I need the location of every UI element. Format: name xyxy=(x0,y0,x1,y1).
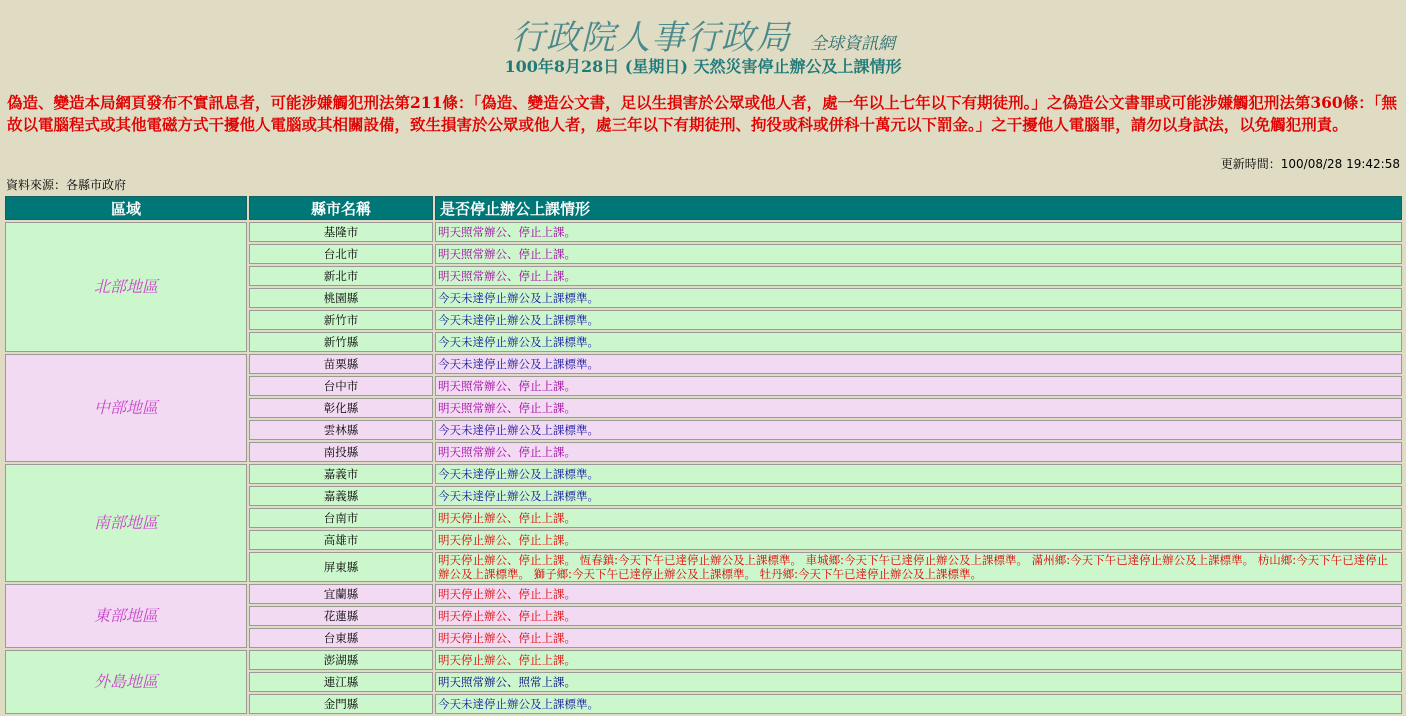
status-cell: 明天停止辦公、停止上課。 xyxy=(435,584,1402,604)
table-row xyxy=(5,650,1402,670)
status-cell: 今天未達停止辦公及上課標準。 xyxy=(435,464,1402,484)
legal-warning: 偽造、變造本局網頁發布不實訊息者，可能涉嫌觸犯刑法第211條：「偽造、變造公文書，足以生損害於公眾或他人者，處一年以上七年以下有期徒刑。」之偽造公文書罪或可能涉嫌觸犯刑法第360條：「無故以電腦程式或其他電磁方式干擾他人電腦或其相關設備，致生損害於公眾或他人者，處三年以下有期徒刑、拘役或科或併科十萬元以下罰金。」之干擾他人電腦罪，請勿以身試法，以免觸犯刑責。 xyxy=(7,93,1397,134)
county-cell: 台中市 xyxy=(249,376,433,396)
status-cell: 明天照常辦公、停止上課。 xyxy=(435,244,1402,264)
table-body xyxy=(5,222,1402,714)
county-cell: 新北市 xyxy=(249,266,433,286)
county-cell: 嘉義縣 xyxy=(249,486,433,506)
county-cell: 澎湖縣 xyxy=(249,650,433,670)
county-cell: 雲林縣 xyxy=(249,420,433,440)
status-cell: 今天未達停止辦公及上課標準。 xyxy=(435,354,1402,374)
table-row xyxy=(5,222,1402,242)
status-cell: 今天未達停止辦公及上課標準。 xyxy=(435,310,1402,330)
status-cell: 今天未達停止辦公及上課標準。 xyxy=(435,694,1402,714)
county-cell: 彰化縣 xyxy=(249,398,433,418)
header-county: 縣市名稱 xyxy=(249,196,433,220)
status-cell: 明天照常辦公、停止上課。 xyxy=(435,442,1402,462)
table-row xyxy=(5,464,1402,484)
header-region: 區域 xyxy=(5,196,247,220)
update-time: 更新時間：100/08/28 19:42:58 xyxy=(1220,157,1400,171)
status-cell: 明天照常辦公、停止上課。 xyxy=(435,398,1402,418)
status-cell: 今天未達停止辦公及上課標準。 xyxy=(435,486,1402,506)
status-cell: 明天停止辦公、停止上課。 xyxy=(435,606,1402,626)
page-subtitle: 100年8月28日 (星期日) 天然災害停止辦公及上課情形 xyxy=(504,57,902,76)
status-cell: 明天停止辦公、停止上課。 xyxy=(435,530,1402,550)
status-cell: 今天未達停止辦公及上課標準。 xyxy=(435,288,1402,308)
status-cell: 明天照常辦公、停止上課。 xyxy=(435,376,1402,396)
region-cell: 南部地區 xyxy=(5,464,247,582)
status-table xyxy=(3,194,1404,716)
page-header xyxy=(0,10,1406,59)
status-cell: 今天未達停止辦公及上課標準。 xyxy=(435,332,1402,352)
county-cell: 南投縣 xyxy=(249,442,433,462)
page-title: 行政院人事行政局 xyxy=(510,18,791,58)
region-cell: 東部地區 xyxy=(5,584,247,648)
county-cell: 花蓮縣 xyxy=(249,606,433,626)
county-cell: 金門縣 xyxy=(249,694,433,714)
status-cell: 明天停止辦公、停止上課。 恆春鎮:今天下午已達停止辦公及上課標準。 車城鄉:今天下午已達停止辦公及上課標準。 滿州鄉:今天下午已達停止辦公及上課標準。 枋山鄉:今天下午已達停止辦公及上課標準。 獅子鄉:今天下午已達停止辦公及上課標準。 牡丹鄉:今天下午已達停止辦公及上課標準。 xyxy=(435,552,1402,582)
header-status: 是否停止辦公上課情形 xyxy=(435,196,1402,220)
status-cell: 明天停止辦公、停止上課。 xyxy=(435,628,1402,648)
status-cell: 今天未達停止辦公及上課標準。 xyxy=(435,420,1402,440)
region-cell: 北部地區 xyxy=(5,222,247,352)
table-row xyxy=(5,354,1402,374)
county-cell: 高雄市 xyxy=(249,530,433,550)
status-cell: 明天照常辦公、照常上課。 xyxy=(435,672,1402,692)
status-cell: 明天停止辦公、停止上課。 xyxy=(435,508,1402,528)
region-cell: 中部地區 xyxy=(5,354,247,462)
county-cell: 連江縣 xyxy=(249,672,433,692)
county-cell: 屏東縣 xyxy=(249,552,433,582)
site-label: 全球資訊網 xyxy=(810,34,896,54)
county-cell: 苗栗縣 xyxy=(249,354,433,374)
county-cell: 新竹縣 xyxy=(249,332,433,352)
county-cell: 台東縣 xyxy=(249,628,433,648)
region-cell: 外島地區 xyxy=(5,650,247,714)
county-cell: 嘉義市 xyxy=(249,464,433,484)
county-cell: 新竹市 xyxy=(249,310,433,330)
table-header-row xyxy=(5,196,1402,220)
county-cell: 台北市 xyxy=(249,244,433,264)
status-cell: 明天照常辦公、停止上課。 xyxy=(435,222,1402,242)
county-cell: 基隆市 xyxy=(249,222,433,242)
county-cell: 台南市 xyxy=(249,508,433,528)
county-cell: 桃園縣 xyxy=(249,288,433,308)
table-row xyxy=(5,584,1402,604)
data-source: 資料來源：各縣市政府 xyxy=(6,178,127,192)
county-cell: 宜蘭縣 xyxy=(249,584,433,604)
status-cell: 明天照常辦公、停止上課。 xyxy=(435,266,1402,286)
status-cell: 明天停止辦公、停止上課。 xyxy=(435,650,1402,670)
